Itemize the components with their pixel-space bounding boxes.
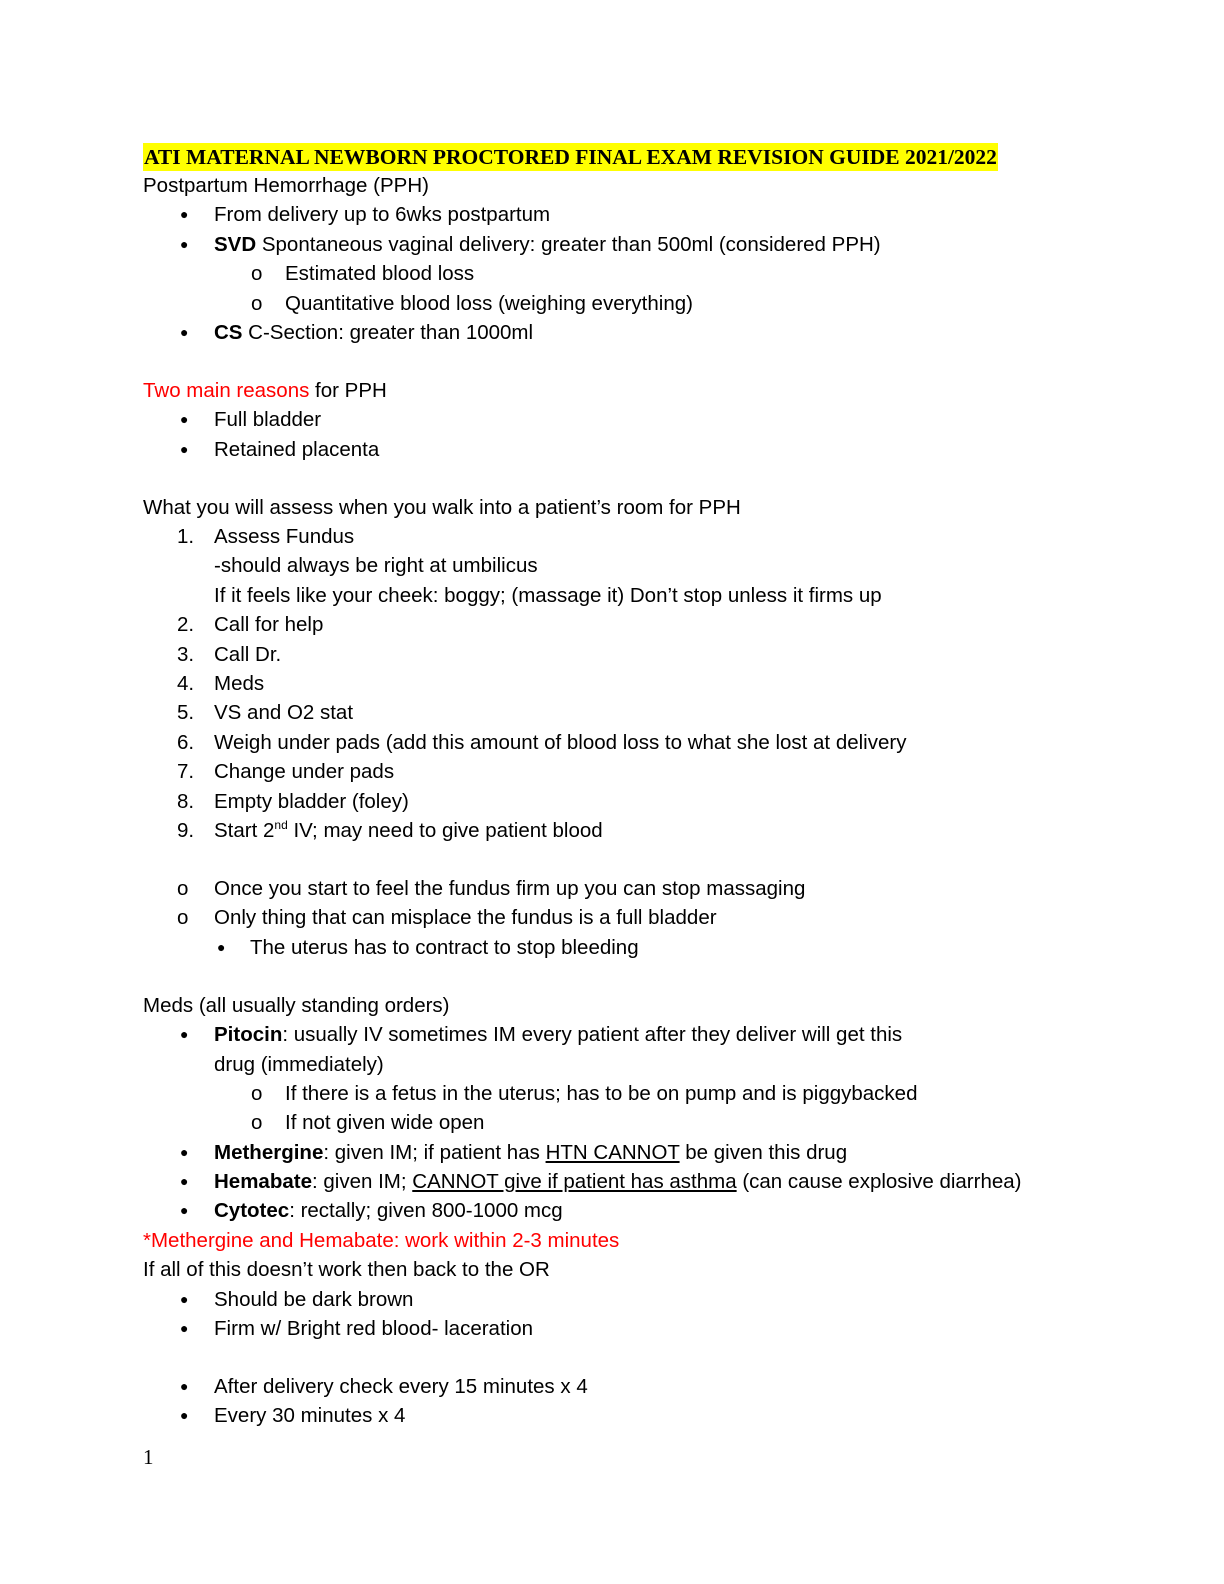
list-item-continuation: drug (immediately) [214,1052,384,1076]
bullet-icon: ● [180,440,189,457]
circle-bullet-icon: o [177,876,189,900]
bullet-icon: ● [217,938,226,955]
page-number: 1 [143,1445,154,1469]
bullet-icon: ● [180,1026,189,1043]
bullet-icon: ● [180,1173,189,1190]
list-item: ● Every 30 minutes x 4 [143,1401,1103,1430]
document-title: ATI MATERNAL NEWBORN PROCTORED FINAL EXAM REVISION GUIDE 2021/2022 [144,145,997,169]
numbered-item: 6. Weigh under pads (add this amount of blood loss to what she lost at delivery [177,730,907,754]
list-item: ● After delivery check every 15 minutes x 4 [143,1372,1103,1401]
circle-bullet-icon: o [251,1081,263,1105]
bullet-icon: ● [180,206,189,223]
bullet-icon: ● [180,1143,189,1160]
numbered-item: 8. Empty bladder (foley) [177,789,409,813]
document-page [143,143,1103,1431]
assess-heading: What you will assess when you walk into a patient’s room for PPH [143,495,741,519]
list-item: o Quantitative blood loss (weighing everything) [143,289,1103,318]
bullet-icon: ● [180,323,189,340]
list-item: ● Pitocin: usually IV sometimes IM every patient after they deliver will get this [143,1020,1103,1049]
numbered-item: 9. Start 2nd IV; may need to give patient blood [177,818,603,842]
numbered-item-continuation: If it feels like your cheek: boggy; (massage it) Don’t stop unless it firms up [214,583,882,607]
pph-heading: Postpartum Hemorrhage (PPH) [143,174,429,197]
numbered-item: 1. Assess Fundus [177,525,355,549]
list-item: ● Full bladder [143,405,1103,434]
numbered-item: 7. Change under pads [177,760,395,784]
red-note: *Methergine and Hemabate: work within 2-3 minutes [143,1228,620,1252]
list-item: ● CS C-Section: greater than 1000ml [143,318,1103,347]
list-item: ● The uterus has to contract to stop bleeding [143,933,1103,962]
list-item: ● Firm w/ Bright red blood- laceration [143,1314,1103,1343]
list-item: o Only thing that can misplace the fundus is a full bladder [143,903,1103,932]
bullet-icon: ● [180,1320,189,1337]
numbered-item: 5. VS and O2 stat [177,701,354,725]
numbered-item-continuation: -should always be right at umbilicus [214,554,538,578]
bullet-icon: ● [180,1202,189,1219]
bullet-icon: ● [180,235,189,252]
bullet-icon: ● [180,1290,189,1307]
numbered-item: 3. Call Dr. [177,642,282,666]
numbered-item: 4. Meds [177,672,265,696]
list-item: ● SVD Spontaneous vaginal delivery: greater than 500ml (considered PPH) [143,230,1103,259]
list-item: ● Cytotec: rectally; given 800-1000 mcg [143,1196,1103,1225]
list-item: ● Retained placenta [143,435,1103,464]
list-item: o If there is a fetus in the uterus; has to be on pump and is piggybacked [143,1079,1103,1108]
circle-bullet-icon: o [251,262,263,286]
circle-bullet-icon: o [251,1111,263,1135]
list-item: o Once you start to feel the fundus firm up you can stop massaging [143,874,1103,903]
bullet-icon: ● [180,1378,189,1395]
circle-bullet-icon: o [251,291,263,315]
list-item: ● Hemabate: given IM; CANNOT give if patient has asthma (can cause explosive diarrhea) [143,1167,1103,1196]
circle-bullet-icon: o [177,906,189,930]
reasons-heading: Two main reasons for PPH [143,378,387,402]
list-item: o If not given wide open [143,1108,1103,1137]
or-line: If all of this doesn’t work then back to the OR [143,1258,550,1282]
list-item: ● Should be dark brown [143,1285,1103,1314]
meds-heading: Meds (all usually standing orders) [143,993,450,1017]
bullet-icon: ● [180,411,189,428]
numbered-item: 2. Call for help [177,613,324,637]
bullet-icon: ● [180,1407,189,1424]
list-item: o Estimated blood loss [143,259,1103,288]
list-item: ● From delivery up to 6wks postpartum [143,200,1103,229]
list-item: ● Methergine: given IM; if patient has HTN CANNOT be given this drug [143,1138,1103,1167]
